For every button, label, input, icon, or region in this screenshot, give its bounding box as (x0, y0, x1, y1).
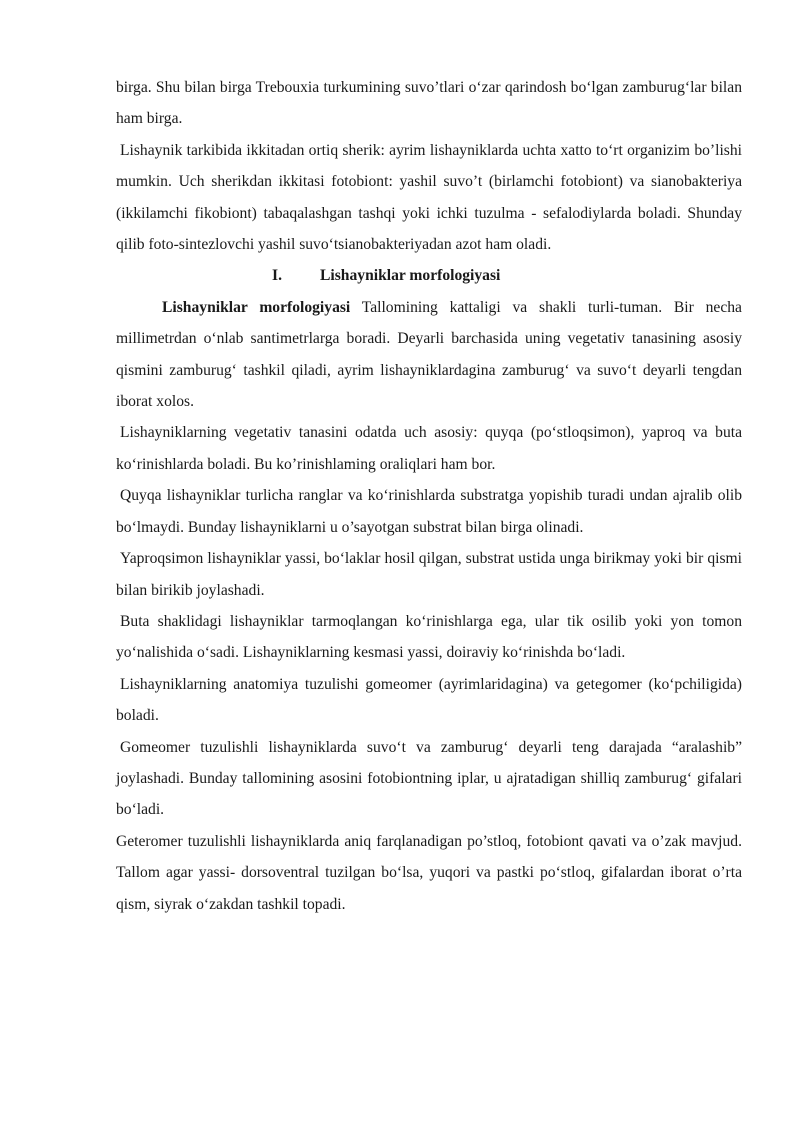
section-title: Lishayniklar morfologiyasi (320, 267, 501, 285)
paragraph-lichen-partners: Lishaynik tarkibida ikkitadan ortiq sherik: ayrim lishayniklarda uchta xatto to‘rt organizim bo’lishi mumkin. Uch sherikdan ikkitasi fotobiont: yashil suvo’t (birlamchi fotobiont) va sianobakteriya (ikkilamchi fikobiont) tabaqalashgan tashqi yoki ichki tuzulma - sefalodiylarda boladi. Shunday qilib foto-sintezlovchi yashil suvo‘tsianobakteriyadan azot ham oladi. (116, 141, 742, 254)
paragraph-heteromerous: Geteromer tuzulishli lishayniklarda aniq farqlanadigan po’stloq, fotobiont qavati va o’zak mavjud. Tallom agar yassi- dorsoventral tuzilgan bo‘lsa, yuqori va pastki po‘stloq, gifalardan iborat o’rta qism, siyrak o‘zakdan tashkil topadi. (116, 832, 742, 913)
document-page (116, 72, 742, 920)
paragraph-morphology-text: Tallomining kattaligi va shakli turli-tuman. Bir necha millimetrdan o‘nlab santimetrlarga boradi. Deyarli barchasida uning vegetativ tanasining asosiy qismini zamburug‘ tashkil qiladi, ayrim lishayniklardagina zamburug‘ va suvo‘t deyarli tengdan iborat xolos. (116, 298, 742, 411)
paragraph-crustose: Quyqa lishayniklar turlicha ranglar va ko‘rinishlarda substratga yopishib turadi undan ajralib olib bo‘lmaydi. Bunday lishayniklarni u o’sayotgan substrat bilan birga olinadi. (116, 487, 742, 536)
paragraph-morphology-intro (116, 292, 742, 418)
paragraph-homoeomerous: Gomeomer tuzulishli lishayniklarda suvo‘t va zamburug‘ deyarli teng darajada “aralashib” joylashadi. Bunday tallomining asosini fotobiontning iplar, u ajratadigan shilliq zamburug‘ gifalari bo‘ladi. (116, 738, 742, 819)
paragraph-fruticose: Buta shaklidagi lishayniklar tarmoqlangan ko‘rinishlarga ega, ular tik osilib yoki yon tomon yo‘nalishida o‘sadi. Lishayniklarning kesmasi yassi, doiraviy ko‘rinishda bo‘ladi. (116, 612, 742, 662)
section-number: I. (272, 267, 282, 285)
paragraph-vegetative-forms: Lishayniklarning vegetativ tanasini odatda uch asosiy: quyqa (po‘stloqsimon), yaproq va buta ko‘rinishlarda boladi. Bu ko’rinishlaming oraliqlari ham bor. (116, 424, 742, 473)
paragraph-foliose: Yaproqsimon lishayniklar yassi, bo‘laklar hosil qilgan, substrat ustida unga birikmay yoki bir qismi bilan birikib joylashadi. (116, 550, 742, 599)
section-heading (116, 260, 742, 291)
bold-term: Lishayniklar morfologiyasi (162, 298, 351, 316)
paragraph-anatomy: Lishayniklarning anatomiya tuzulishi gomeomer (ayrimlaridagina) va getegomer (ko‘pchiligida) boladi. (116, 675, 742, 725)
paragraph-continuation: birga. Shu bilan birga Trebouxia turkumining suvo’tlari o‘zar qarindosh bo‘lgan zamburug‘lar bilan ham birga. (116, 79, 742, 128)
